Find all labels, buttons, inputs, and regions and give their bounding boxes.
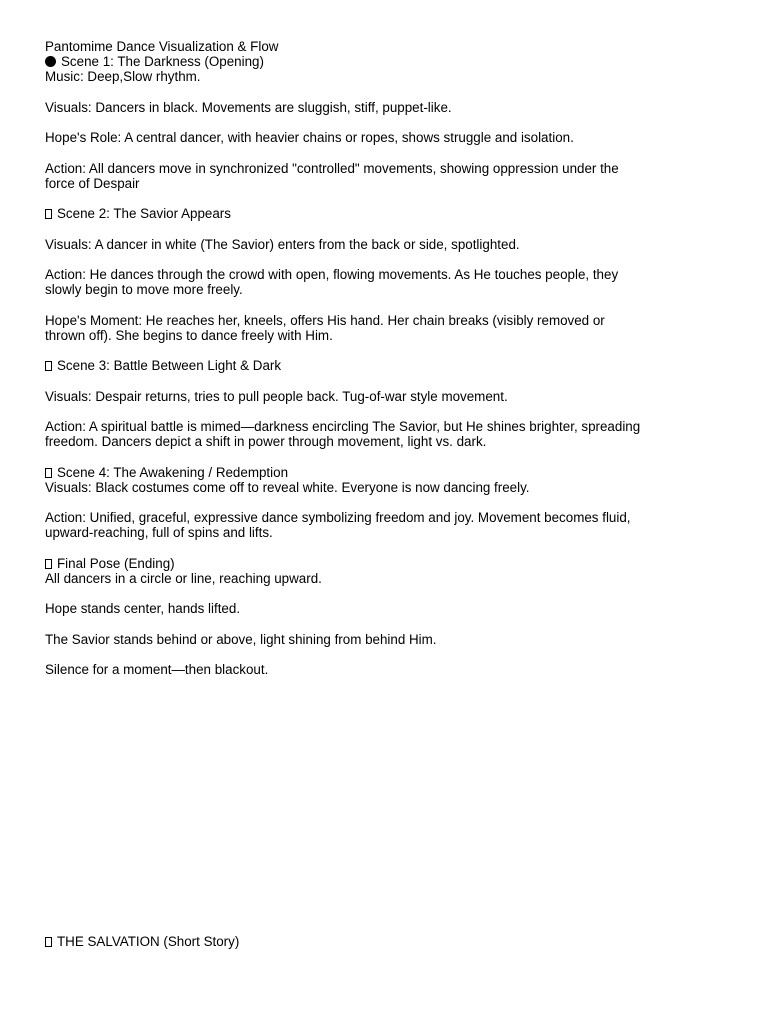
final-line4: Silence for a moment—then blackout.: [45, 662, 269, 678]
missing-glyph-icon: [45, 209, 52, 219]
scene3-heading: [45, 358, 735, 373]
document-title: Pantomime Dance Visualization & Flow: [45, 39, 279, 54]
missing-glyph-icon: [45, 468, 52, 478]
scene4-visuals: Visuals: Black costumes come off to reveal white. Everyone is now dancing freely.: [45, 479, 530, 495]
scene1-visuals: Visuals: Dancers in black. Movements are sluggish, stiff, puppet-like.: [45, 99, 452, 115]
scene3-visuals: Visuals: Despair returns, tries to pull people back. Tug-of-war style movement.: [45, 388, 508, 404]
scene1-heading: [45, 54, 735, 69]
scene3-heading-text: Scene 3: Battle Between Light & Dark: [57, 358, 282, 374]
scene2-visuals: Visuals: A dancer in white (The Savior) enters from the back or side, spotlighted.: [45, 236, 520, 252]
scene1-heading-text: Scene 1: The Darkness (Opening): [61, 54, 264, 70]
missing-glyph-icon: [45, 361, 52, 371]
scene4-action-line2: upward-reaching, full of spins and lifts.: [45, 525, 273, 541]
scene2-action-line1: Action: He dances through the crowd with open, flowing movements. As He touches people, they: [45, 266, 619, 282]
scene3-action-line2: freedom. Dancers depict a shift in power through movement, light vs. dark.: [45, 434, 487, 450]
missing-glyph-icon: [45, 559, 52, 569]
scene2-heading-text: Scene 2: The Savior Appears: [57, 206, 231, 222]
scene2-heading: [45, 206, 735, 221]
final-heading-text: Final Pose (Ending): [57, 555, 175, 571]
final-heading: [45, 556, 735, 571]
scene1-action-line1: Action: All dancers move in synchronized "controlled" movements, showing oppression under the: [45, 160, 619, 176]
scene2-action-line2: slowly begin to move more freely.: [45, 282, 243, 298]
scene4-action-line1: Action: Unified, graceful, expressive dance symbolizing freedom and joy. Movement becomes fluid,: [45, 510, 631, 526]
scene1-action-line2: force of Despair: [45, 175, 140, 191]
final-line3: The Savior stands behind or above, light shining from behind Him.: [45, 631, 437, 647]
scene4-heading-text: Scene 4: The Awakening / Redemption: [57, 464, 289, 480]
bullet-dot-icon: [45, 56, 56, 67]
scene2-moment-line1: Hope's Moment: He reaches her, kneels, offers His hand. Her chain breaks (visibly removed or: [45, 312, 605, 328]
scene4-heading: [45, 465, 735, 480]
scene2-moment-line2: thrown off). She begins to dance freely with Him.: [45, 327, 333, 343]
missing-glyph-icon: [45, 937, 52, 947]
scene3-action-line1: Action: A spiritual battle is mimed—darkness encircling The Savior, but He shines brighter, spreading: [45, 418, 641, 434]
footer-heading: [45, 934, 239, 949]
scene1-hope-role: Hope's Role: A central dancer, with heavier chains or ropes, shows struggle and isolation.: [45, 130, 574, 146]
document-body: [45, 39, 735, 677]
scene1-music: Music: Deep,Slow rhythm.: [45, 69, 201, 85]
footer-heading-text: THE SALVATION (Short Story): [57, 934, 240, 949]
final-line1: All dancers in a circle or line, reaching upward.: [45, 570, 322, 586]
final-line2: Hope stands center, hands lifted.: [45, 601, 241, 617]
